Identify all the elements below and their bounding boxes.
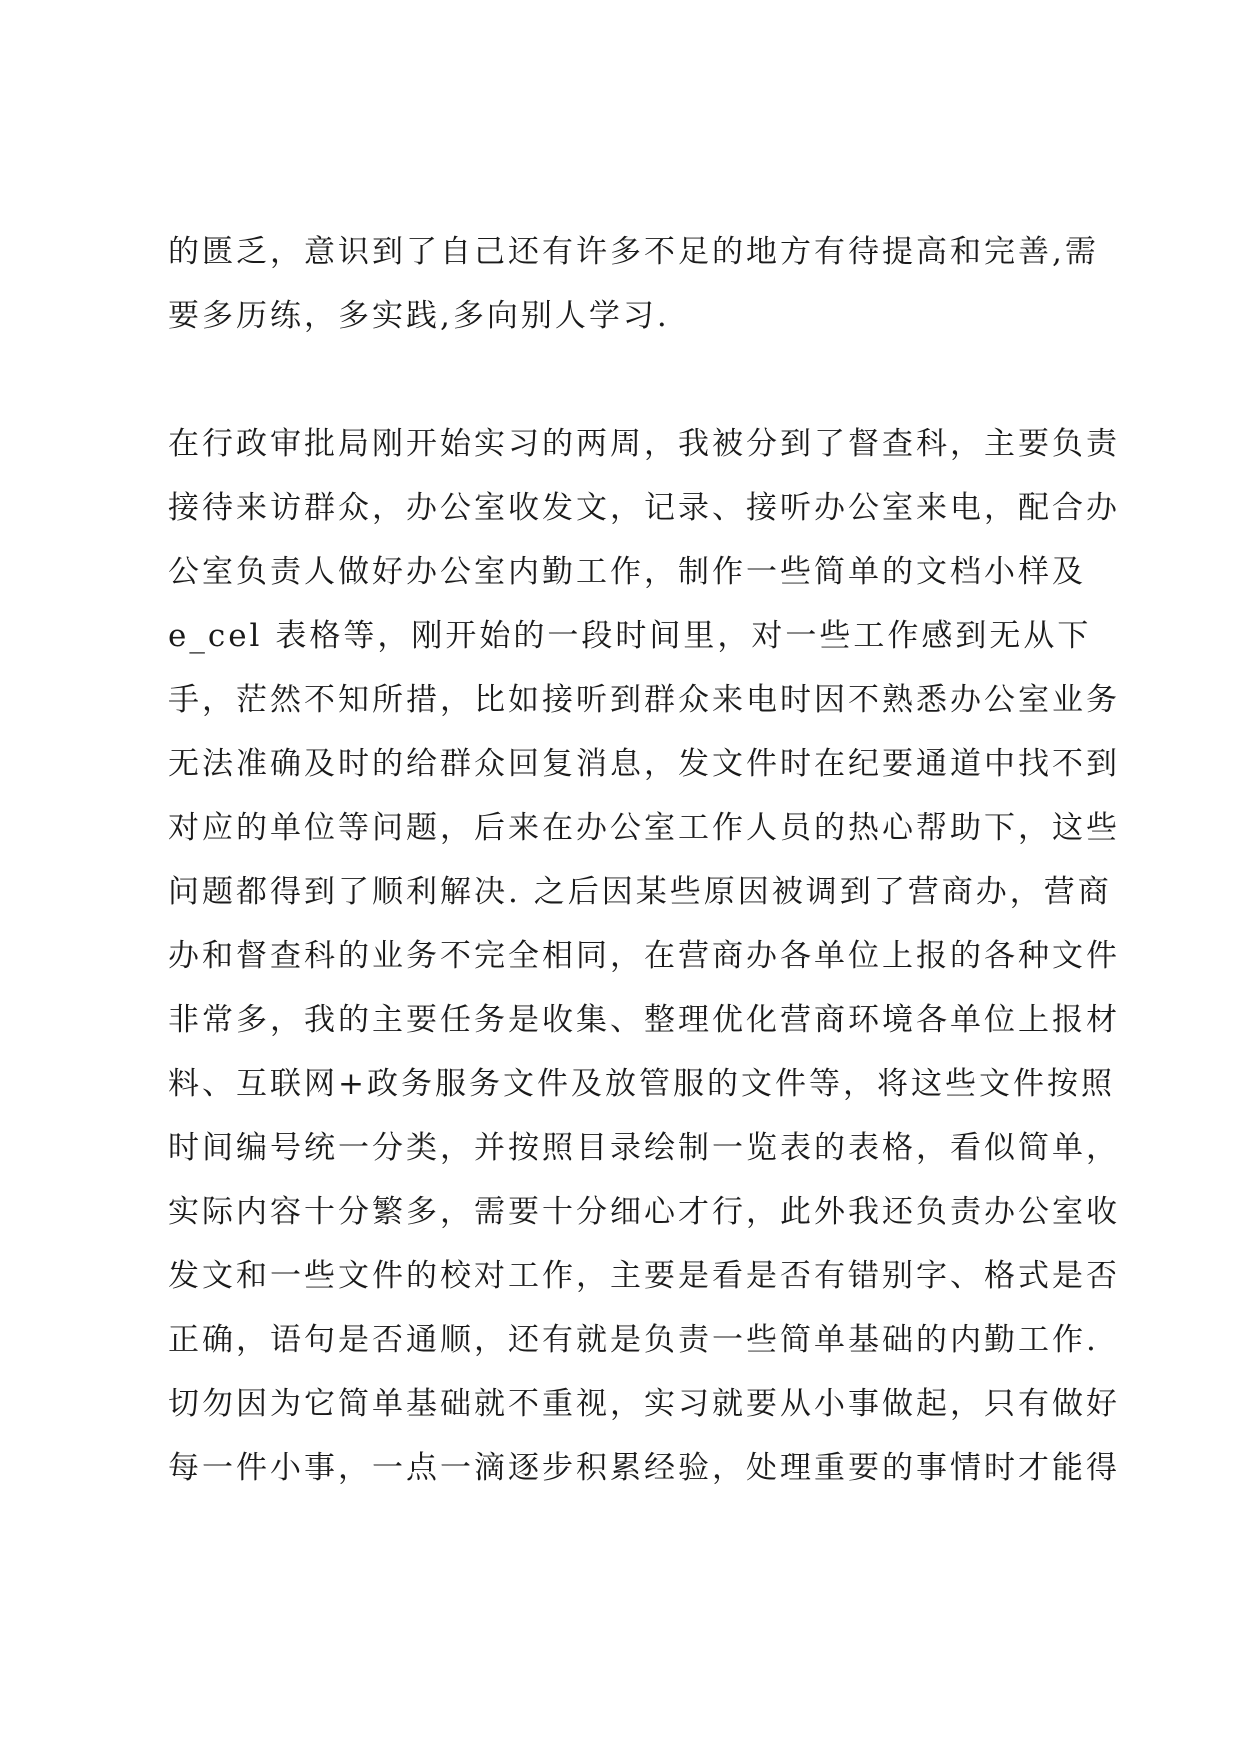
text-line: 的匮乏，意识到了自己还有许多不足的地方有待提高和完善,需 <box>168 234 1099 270</box>
text-line: 时间编号统一分类，并按照目录绘制一览表的表格，看似简单， <box>168 1130 1120 1166</box>
text-line: 对应的单位等问题，后来在办公室工作人员的热心帮助下，这些 <box>168 810 1120 846</box>
text-line: 实际内容十分繁多，需要十分细心才行，此外我还负责办公室收 <box>168 1194 1120 1230</box>
paragraph-2 <box>168 412 1120 1500</box>
text-line: 料、互联网+政务服务文件及放管服的文件等，将这些文件按照 <box>168 1066 1115 1102</box>
paragraph-1 <box>168 220 1098 348</box>
text-line: 接待来访群众，办公室收发文，记录、接听办公室来电，配合办 <box>168 490 1120 526</box>
text-line: e_cel 表格等，刚开始的一段时间里，对一些工作感到无从下 <box>168 618 1092 654</box>
text-line: 手，茫然不知所措，比如接听到群众来电时因不熟悉办公室业务 <box>168 682 1120 718</box>
text-line: 每一件小事，一点一滴逐步积累经验，处理重要的事情时才能得 <box>168 1450 1120 1486</box>
text-line: 无法准确及时的给群众回复消息，发文件时在纪要通道中找不到 <box>168 746 1120 782</box>
text-line: 要多历练，多实践,多向别人学习. <box>168 298 670 334</box>
text-line: 非常多，我的主要任务是收集、整理优化营商环境各单位上报材 <box>168 1002 1120 1038</box>
text-line: 办和督查科的业务不完全相同，在营商办各单位上报的各种文件 <box>168 938 1120 974</box>
text-line: 发文和一些文件的校对工作，主要是看是否有错别字、格式是否 <box>168 1258 1120 1294</box>
text-line: 在行政审批局刚开始实习的两周，我被分到了督查科，主要负责 <box>168 426 1120 462</box>
text-line: 切勿因为它简单基础就不重视，实习就要从小事做起，只有做好 <box>168 1386 1120 1422</box>
text-line: 问题都得到了顺利解决. 之后因某些原因被调到了营商办，营商 <box>168 874 1112 910</box>
text-line: 公室负责人做好办公室内勤工作，制作一些简单的文档小样及 <box>168 554 1086 590</box>
text-line: 正确，语句是否通顺，还有就是负责一些简单基础的内勤工作. <box>168 1322 1099 1358</box>
